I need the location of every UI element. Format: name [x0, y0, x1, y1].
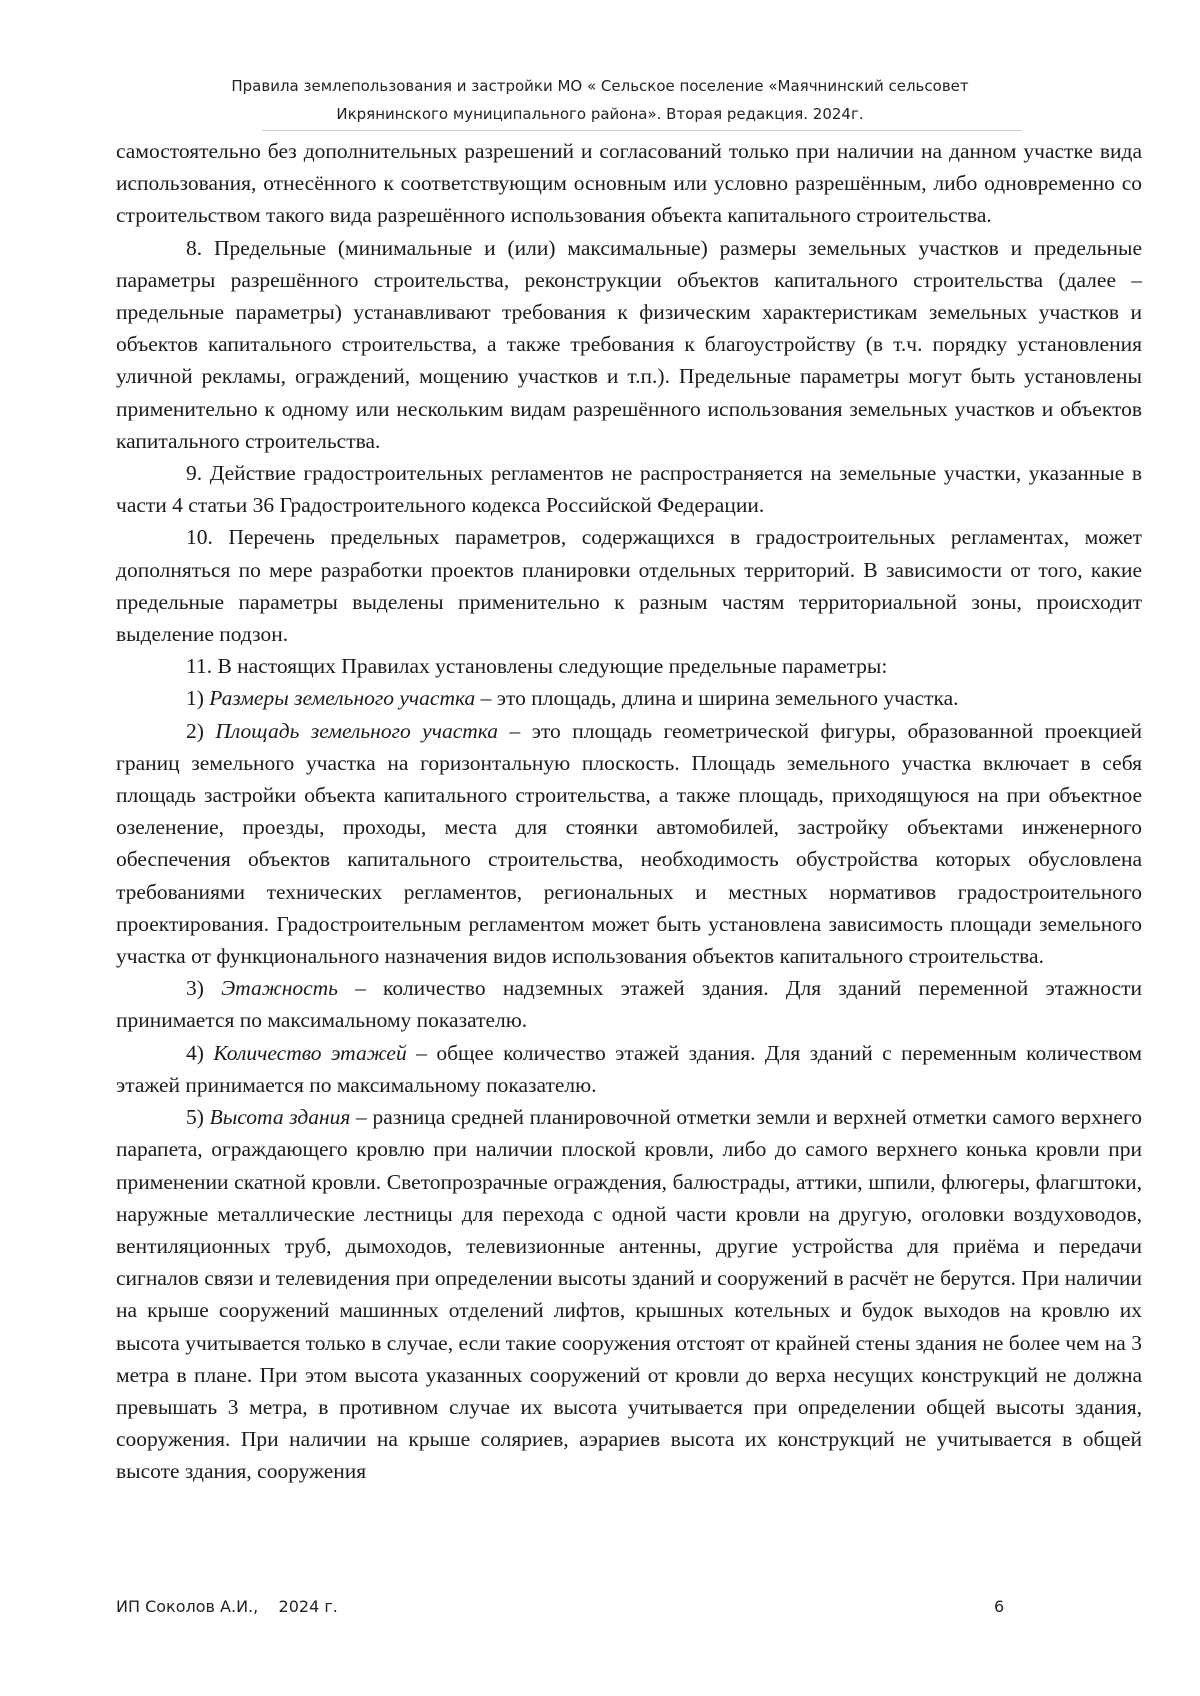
list-item-3-text: – количество надземных этажей здания. Для зданий переменной этажности принимается по максимальному показателю. — [116, 976, 1142, 1033]
list-item-5-term: Высота здания — [209, 1105, 351, 1130]
paragraph-8: 8. Предельные (минимальные и (или) максимальные) размеры земельных участков и предельные параметры разрешённого строительства, реконструкции объектов капитального строительства (далее – предельные параметры) устанавливают требования к физическим характеристикам земельных участков и объектов капитального строительства, а также требования к благоустройству (в т.ч. порядку установления уличной рекламы, ограждений, мощению участков и т.п.). Предельные параметры могут быть установлены применительно к одному или нескольким видам разрешённого использования земельных участков и объектов капитального строительства. — [116, 235, 1142, 453]
list-item-5-text: – разница средней планировочной отметки земли и верхней отметки самого верхнего парапета, ограждающего кровлю при наличии плоской кровли, либо до самого верхнего конька кровли при применении скатной кровли. Светопрозрачные ограждения, балюстрады, аттики, шпили, флюгеры, флагштоки, наружные металлические лестницы для перехода с одной части кровли на другую, оголовки воздуховодов, вентиляционных труб, дымоходов, телевизионные антенны, другие устройства для приёма и передачи сигналов связи и телевидения при определении высоты зданий и сооружений в расчёт не берутся. При наличии на крыше сооружений машинных отделений лифтов, крышных котельных и будок выходов на кровлю их высота учитывается только в случае, если такие сооружения отстоят от крайней стены здания не более чем на 3 метра в плане. При этом высота указанных сооружений от кровли до верха несущих конструкций не должна превышать 3 метра, в противном случае их высота учитывается при определении общей высоты здания, сооружения. При наличии на крыше соляриев, аэрариев высота их конструкций не учитывается в общей высоте здания, сооружения — [116, 1105, 1142, 1484]
list-item-5 — [116, 1101, 1142, 1487]
list-item-2-term: Площадь земельного участка — [215, 718, 499, 743]
header-divider — [262, 130, 1022, 131]
list-item-2-text: – это площадь геометрической фигуры, образованной проекцией границ земельного участка на горизонтальную плоскость. Площадь земельного участка включает в себя площадь застройки объекта капитального строительства, а также площадь, приходящуюся на при объектное озеленение, проезды, проходы, места для стоянки автомобилей, застройку объектами инженерного обеспечения объектов капитального строительства, необходимость обустройства которых обусловлена требованиями технических регламентов, региональных и местных нормативов градостроительного проектирования. Градостроительным регламентом может быть установлена зависимость площади земельного участка от функционального назначения видов использования объектов капитального строительства. — [116, 718, 1142, 969]
running-header — [150, 72, 1050, 128]
list-item-4 — [116, 1037, 1142, 1101]
list-item-2-number: 2) — [186, 718, 216, 743]
list-item-4-number: 4) — [186, 1040, 214, 1065]
list-item-4-term: Количество этажей — [213, 1040, 407, 1065]
list-item-1 — [116, 682, 1142, 714]
document-body — [116, 135, 1142, 1488]
list-item-5-number: 5) — [186, 1105, 210, 1130]
list-item-1-number: 1) — [186, 686, 210, 711]
paragraph-11: 11. В настоящих Правилах установлены следующие предельные параметры: — [186, 654, 888, 679]
list-item-3-number: 3) — [186, 976, 222, 1001]
page-number: 6 — [994, 1597, 1005, 1616]
paragraph-10: 10. Перечень предельных параметров, содержащихся в градостроительных регламентах, может дополняться по мере разработки проектов планировки отдельных территорий. В зависимости от того, какие предельные параметры выделены применительно к разным частям территориальной зоны, происходит выделение подзон. — [116, 525, 1142, 647]
header-line-2: Икрянинского муниципального района». Вторая редакция. 2024г. — [336, 105, 864, 123]
header-line-1: Правила землепользования и застройки МО « Сельское поселение «Маячнинский сельсовет — [231, 77, 969, 95]
list-item-4-text: – общее количество этажей здания. Для зданий с переменным количеством этажей принимается по максимальному показателю. — [116, 1040, 1142, 1097]
paragraph-9: 9. Действие градостроительных регламентов не распространяется на земельные участки, указанные в части 4 статьи 36 Градостроительного кодекса Российской Федерации. — [116, 461, 1142, 518]
list-item-1-term: Размеры земельного участка — [209, 686, 476, 711]
footer-author: ИП Соколов А.И., 2024 г. — [116, 1597, 338, 1616]
list-item-2 — [116, 715, 1142, 973]
paragraph-continuation: самостоятельно без дополнительных разрешений и согласований только при наличии на данном участке вида использования, отнесённого к соответствующим основным или условно разрешённым, либо одновременно со строительством такого вида разрешённого использования объекта капитального строительства. — [116, 139, 1142, 228]
list-item-3-term: Этажность — [221, 976, 338, 1001]
list-item-1-text: – это площадь, длина и ширина земельного участка. — [475, 686, 959, 711]
list-item-3 — [116, 972, 1142, 1036]
